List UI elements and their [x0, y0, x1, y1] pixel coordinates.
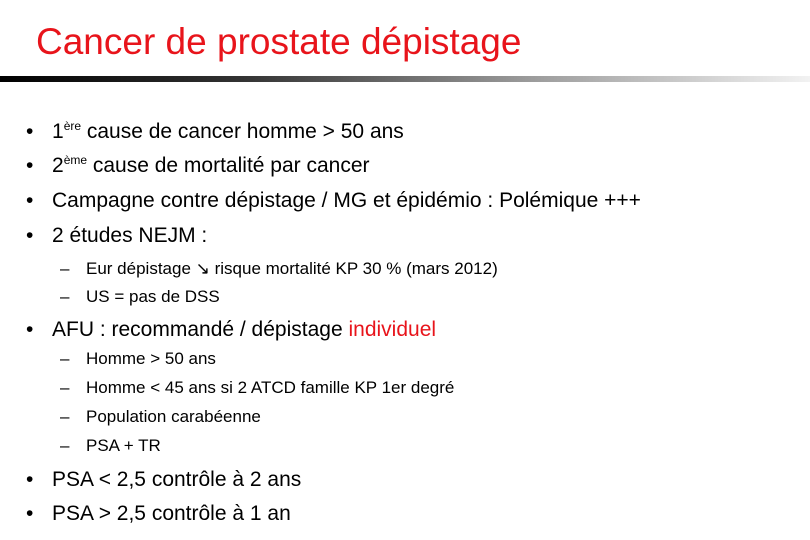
slide-title: Cancer de prostate dépistage: [36, 21, 522, 62]
bullet-text: AFU : recommandé / dépistage: [52, 318, 349, 341]
bullet-marker: •: [26, 318, 34, 341]
bullet-marker: •: [26, 120, 34, 143]
bullet-item: [26, 467, 301, 493]
bullet-text: Campagne contre dépistage / MG et épidémio : Polémique +++: [52, 189, 641, 212]
sub-bullet-text: Population carabéenne: [86, 407, 261, 426]
sub-bullet-text: PSA + TR: [86, 436, 161, 455]
bullet-item: [26, 317, 436, 343]
bullet-item: [26, 119, 404, 145]
dash-marker: –: [60, 287, 70, 306]
dash-marker: –: [60, 436, 70, 455]
dash-marker: –: [60, 378, 70, 397]
sub-bullet-item: [60, 377, 454, 399]
bullet-text: PSA < 2,5 contrôle à 2 ans: [52, 468, 302, 491]
bullet-accent-text: individuel: [348, 318, 437, 341]
bullet-marker: •: [26, 224, 34, 247]
bullet-item: [26, 188, 641, 214]
bullet-marker: •: [26, 468, 34, 491]
bullet-marker: •: [26, 502, 34, 525]
sub-bullet-text: Homme < 45 ans si 2 ATCD famille KP 1er degré: [86, 378, 455, 397]
dash-marker: –: [60, 407, 70, 426]
bullet-marker: •: [26, 154, 34, 177]
dash-marker: –: [60, 259, 70, 278]
sub-bullet-item: [60, 348, 216, 370]
sub-bullet-item: [60, 286, 220, 308]
bullet-item: [26, 501, 291, 527]
bullet-text: PSA > 2,5 contrôle à 1 an: [52, 502, 291, 525]
bullet-text: cause de cancer homme > 50 ans: [81, 120, 404, 143]
bullet-text: cause de mortalité par cancer: [87, 154, 370, 177]
title-underline: [0, 76, 810, 82]
sub-bullet-text: US = pas de DSS: [86, 287, 220, 306]
sub-bullet-item: [60, 258, 498, 280]
sub-bullet-item: [60, 406, 261, 428]
bullet-superscript: ère: [63, 119, 82, 133]
sub-bullet-text: Homme > 50 ans: [86, 349, 216, 368]
bullet-number: 2: [52, 154, 64, 177]
sub-bullet-text: Eur dépistage ↘ risque mortalité KP 30 % (mars 2012): [86, 259, 498, 278]
bullet-superscript: ème: [63, 153, 88, 167]
sub-bullet-item: [60, 435, 161, 457]
bullet-item: [26, 153, 370, 179]
bullet-number: 1: [52, 120, 64, 143]
dash-marker: –: [60, 349, 70, 368]
bullet-text: 2 études NEJM :: [52, 224, 208, 247]
bullet-marker: •: [26, 189, 34, 212]
bullet-item: [26, 223, 207, 249]
